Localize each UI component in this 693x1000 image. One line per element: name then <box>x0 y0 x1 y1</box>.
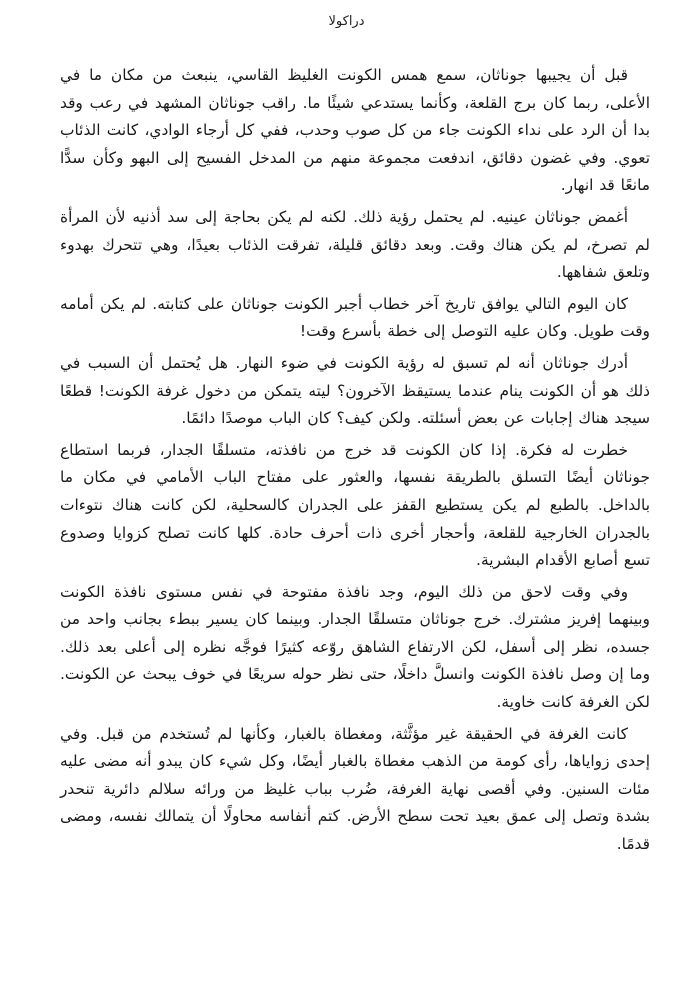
paragraph-7: كانت الغرفة في الحقيقة غير مؤثَّثة، ومغطاة بالغبار، وكأنها لم تُستخدم من قبل. وفي إحدى زواياها، رأى كومة من الذهب مغطاة بالغبار أيضًا، وكل شيء كان يبدو أنه مضى عليه مئات السنين. وفي أقصى نهاية الغرفة، ضُرب بباب غليظ من ورائه سلالم دائرية تنحدر بشدة وتصل إلى عمق بعيد تحت سطح الأرض. كتم أنفاسه محاولًا أن يتمالك نفسه، ومضى قدمًا. <box>60 724 650 854</box>
body-text <box>60 62 650 863</box>
paragraph-4: أدرك جوناثان أنه لم تسبق له رؤية الكونت في ضوء النهار. هل يُحتمل أن السبب في ذلك هو أن الكونت ينام عندما يستيقظ الآخرون؟ ليته يتمكن من دخول غرفة الكونت! قطعًا سيجد هناك إجابات عن بعض أسئلته. ولكن كيف؟ كان الباب موصدًا دائمًا. <box>60 353 650 428</box>
running-header-title: دراكولا <box>328 14 365 29</box>
paragraph-1: قبل أن يجيبها جوناثان، سمع همس الكونت الغليظ القاسي، ينبعث من مكان ما في الأعلى، ربما كان برج القلعة، وكأنما يستدعي شيئًا ما. راقب جوناثان المشهد في رعب وقد بدا أن الرد على نداء الكونت جاء من كل صوب وحدب، ففي كل أرجاء الوادي، كانت الذئاب تعوي. وفي غضون دقائق، اندفعت مجموعة منهم من المدخل الفسيح إلى البهو وكأن سدًّا مانعًا قد انهار. <box>60 66 650 195</box>
paragraph-5: خطرت له فكرة. إذا كان الكونت قد خرج من نافذته، متسلقًا الجدار، فربما استطاع جوناثان أيضًا التسلق بالطريقة نفسها، والعثور على مفتاح الباب الأمامي في مكان ما بالداخل. بالطبع لم يكن يستطيع القفز على الجدران كالسحلية، لكن كانت هناك نتوءات بالجدران الخارجية للقلعة، وأحجار أخرى ذات أحرف حادة. كلها كانت تصلح كزوايا وصدوع تسع أصابع الأقدام البشرية. <box>60 440 650 570</box>
paragraph-6: وفي وقت لاحق من ذلك اليوم، وجد نافذة مفتوحة في نفس مستوى نافذة الكونت وبينهما إفريز مشترك. خرج جوناثان متسلقًا الجدار. وبينما كان يسير ببطء بجانب واحد من جسده، نظر إلى أسفل، لكن الارتفاع الشاهق روّعه كثيرًا فوجَّه نظره إلى أعلى بعد ذلك. وما إن وصل نافذة الكونت وانسلَّ داخلًا، حتى نظر حوله سريعًا في خوف يبحث عن الكونت. لكن الغرفة كانت خاوية. <box>60 582 650 712</box>
paragraph-2: أغمض جوناثان عينيه. لم يحتمل رؤية ذلك. لكنه لم يكن بحاجة إلى سد أذنيه لأن المرأة لم تصرخ، لم يكن هناك وقت. وبعد دقائق قليلة، تفرقت الذئاب بعيدًا، وهي تتحرك بهدوء وتلعق شفاهها. <box>60 207 650 282</box>
paragraph-3: كان اليوم التالي يوافق تاريخ آخر خطاب أجبر الكونت جوناثان على كتابته. لم يكن أمامه وقت طويل. وكان عليه التوصل إلى خطة بأسرع وقت! <box>60 294 650 341</box>
